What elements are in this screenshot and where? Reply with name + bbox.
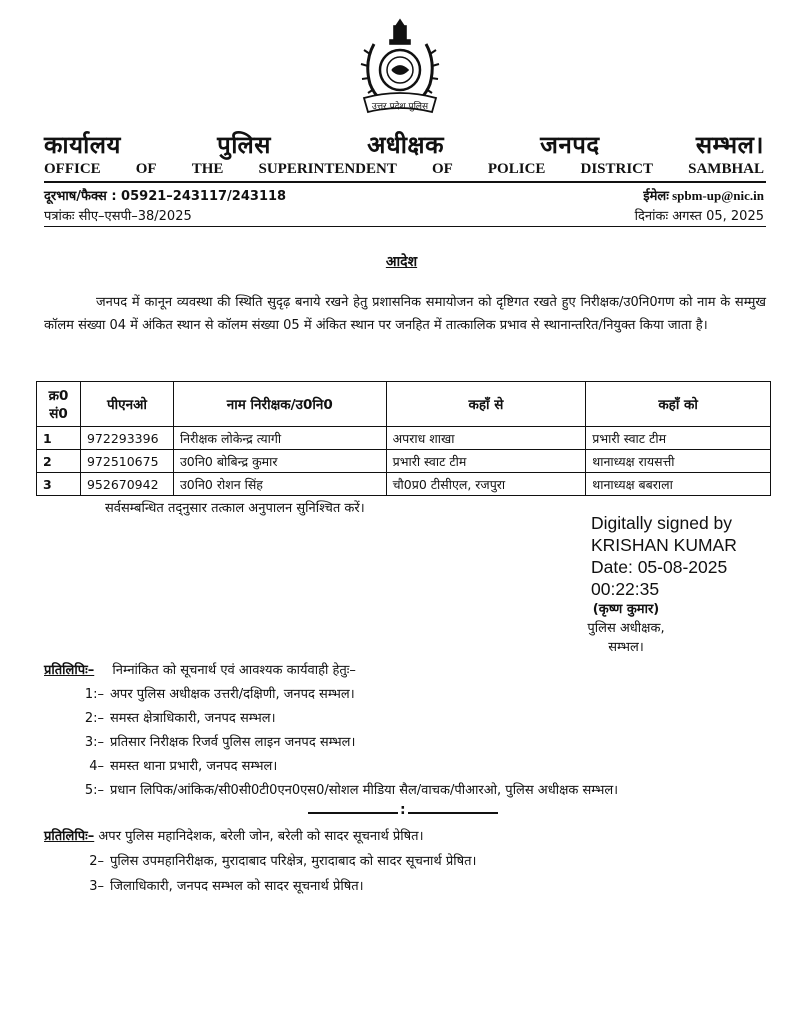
reference-number: पत्रांकः सीए–एसपी–38/2025 [44, 209, 192, 224]
header-rule [44, 181, 766, 183]
reference-line [44, 206, 764, 224]
signer-designation: पुलिस अधीक्षक, [587, 621, 665, 636]
order-date: दिनांकः अगस्त 05, 2025 [634, 209, 764, 224]
table-cell: थानाध्यक्ष बबराला [586, 473, 771, 496]
office-title-word: POLICE [487, 161, 546, 177]
office-title-word: पुलिस [217, 131, 271, 159]
table-cell: प्रभारी स्वाट टीम [386, 450, 586, 473]
list-item: 5:– प्रधान लिपिक/आंकिक/सी0सी0टी0एन0एस0/सोशल मीडिया सैल/वाचक/पीआरओ, पुलिस अधीक्षक सम्भल। [84, 783, 619, 798]
copy-to-label: प्रतिलिपिः– [44, 663, 95, 678]
copy-to-section-2 [44, 826, 766, 898]
signer-name: (कृष्ण कुमार) [592, 602, 660, 617]
table-cell: उ0नि0 बोबिन्द्र कुमार [173, 450, 386, 473]
table-row [37, 473, 771, 496]
office-title-word: सम्भल। [695, 131, 764, 159]
table-row [37, 450, 771, 473]
header-rule-bottom [44, 226, 766, 227]
office-title-hindi [44, 128, 764, 161]
table-header-row [37, 382, 771, 427]
signer-district: सम्भल। [608, 640, 644, 655]
table-cell: 952670942 [80, 473, 173, 496]
office-title-word: SAMBHAL [688, 161, 764, 177]
email-address: ईमेलः spbm-up@nic.in [643, 188, 764, 203]
table-cell: चौ0प्र0 टीसीएल, रजपुरा [386, 473, 586, 496]
office-title-word: SUPERINTENDENT [258, 161, 397, 177]
col-header-to: कहाँ को [586, 382, 771, 427]
signer-block [556, 600, 696, 657]
table-cell: थानाध्यक्ष रायसत्ती [586, 450, 771, 473]
table-cell: निरीक्षक लोकेन्द्र त्यागी [173, 427, 386, 450]
svg-text:उत्तर प्रदेश पुलिस: उत्तर प्रदेश पुलिस [371, 102, 429, 112]
office-title-word: OF [431, 161, 453, 177]
office-title-word: अधीक्षक [367, 131, 445, 159]
office-title-word: THE [191, 161, 224, 177]
office-title-word: कार्यालय [44, 131, 121, 159]
digital-signature-stamp [591, 512, 737, 600]
table-cell: 972293396 [80, 427, 173, 450]
order-paragraph: जनपद में कानून व्यवस्था की स्थिति सुदृढ़ बनाये रखने हेतु प्रशासनिक समायोजन को दृष्टिगत रखते हुए निरीक्षक/उ0नि0गण को नाम के सम्मुख कॉलम संख्या 04 में अंकित स्थान से कॉलम संख्या 05 में अंकित स्थान पर जनहित में तात्कालिक प्रभाव से स्थानान्तरित/नियुक्त किया जाता है। [44, 295, 766, 333]
col-header-pno: पीएनओ [80, 382, 173, 427]
office-title-english [44, 161, 764, 178]
copy-to-intro: निम्नांकित को सूचनार्थ एवं आवश्यक कार्यवाही हेतुः– [112, 663, 356, 678]
list-item: 4– समस्त थाना प्रभारी, जनपद सम्भल। [89, 759, 278, 774]
table-cell: 1 [37, 427, 81, 450]
table-cell: 3 [37, 473, 81, 496]
phone-fax: दूरभाष/फैक्स : 05921–243117/243118 [44, 189, 287, 204]
table-cell: उ0नि0 रोशन सिंह [173, 473, 386, 496]
copy-to-label: प्रतिलिपिः– [44, 829, 95, 844]
signature-line: Date: 05-08-2025 [591, 557, 728, 577]
signature-line: Digitally signed by [591, 513, 733, 533]
list-item: 2:– समस्त क्षेत्राधिकारी, जनपद सम्भल। [84, 711, 276, 726]
signature-line: 00:22:35 [591, 579, 660, 599]
office-title-word: DISTRICT [580, 161, 654, 177]
list-item: 3:– प्रतिसार निरीक्षक रिजर्व पुलिस लाइन जनपद सम्भल। [84, 735, 356, 750]
table-cell: अपराध शाखा [386, 427, 586, 450]
list-item: 2– पुलिस उपमहानिरीक्षक, मुरादाबाद परिक्षेत्र, मुरादाबाद को सादर सूचनार्थ प्रेषित। [89, 854, 477, 869]
transfer-table [36, 381, 771, 496]
up-police-emblem-icon [354, 14, 446, 120]
signature-line: KRISHAN KUMAR [591, 535, 737, 555]
order-title: आदेश [385, 254, 418, 270]
list-item: 3– जिलाधिकारी, जनपद सम्भल को सादर सूचनार्थ प्रेषित। [89, 879, 364, 894]
list-item: 1:– अपर पुलिस अधीक्षक उत्तरी/दक्षिणी, जनपद सम्भल। [84, 687, 355, 702]
table-cell: प्रभारी स्वाट टीम [586, 427, 771, 450]
section-divider: : [308, 803, 498, 823]
office-title-word: OF [135, 161, 157, 177]
office-title-word: जनपद [540, 131, 600, 159]
table-cell: 972510675 [80, 450, 173, 473]
col-header-serial: क्र0 सं0 [37, 382, 81, 427]
col-header-name: नाम निरीक्षक/उ0नि0 [173, 382, 386, 427]
compliance-note: सर्वसम्बन्धित तद्नुसार तत्काल अनुपालन सुनिश्चित करें। [105, 501, 365, 516]
office-title-word: OFFICE [44, 161, 101, 177]
table-cell: 2 [37, 450, 81, 473]
copy-to-first: अपर पुलिस महानिदेशक, बरेली जोन, बरेली को सादर सूचनार्थ प्रेषित। [98, 829, 424, 844]
copy-to-section [44, 660, 766, 801]
contact-line [44, 186, 764, 204]
col-header-from: कहाँ से [386, 382, 586, 427]
table-row [37, 427, 771, 450]
